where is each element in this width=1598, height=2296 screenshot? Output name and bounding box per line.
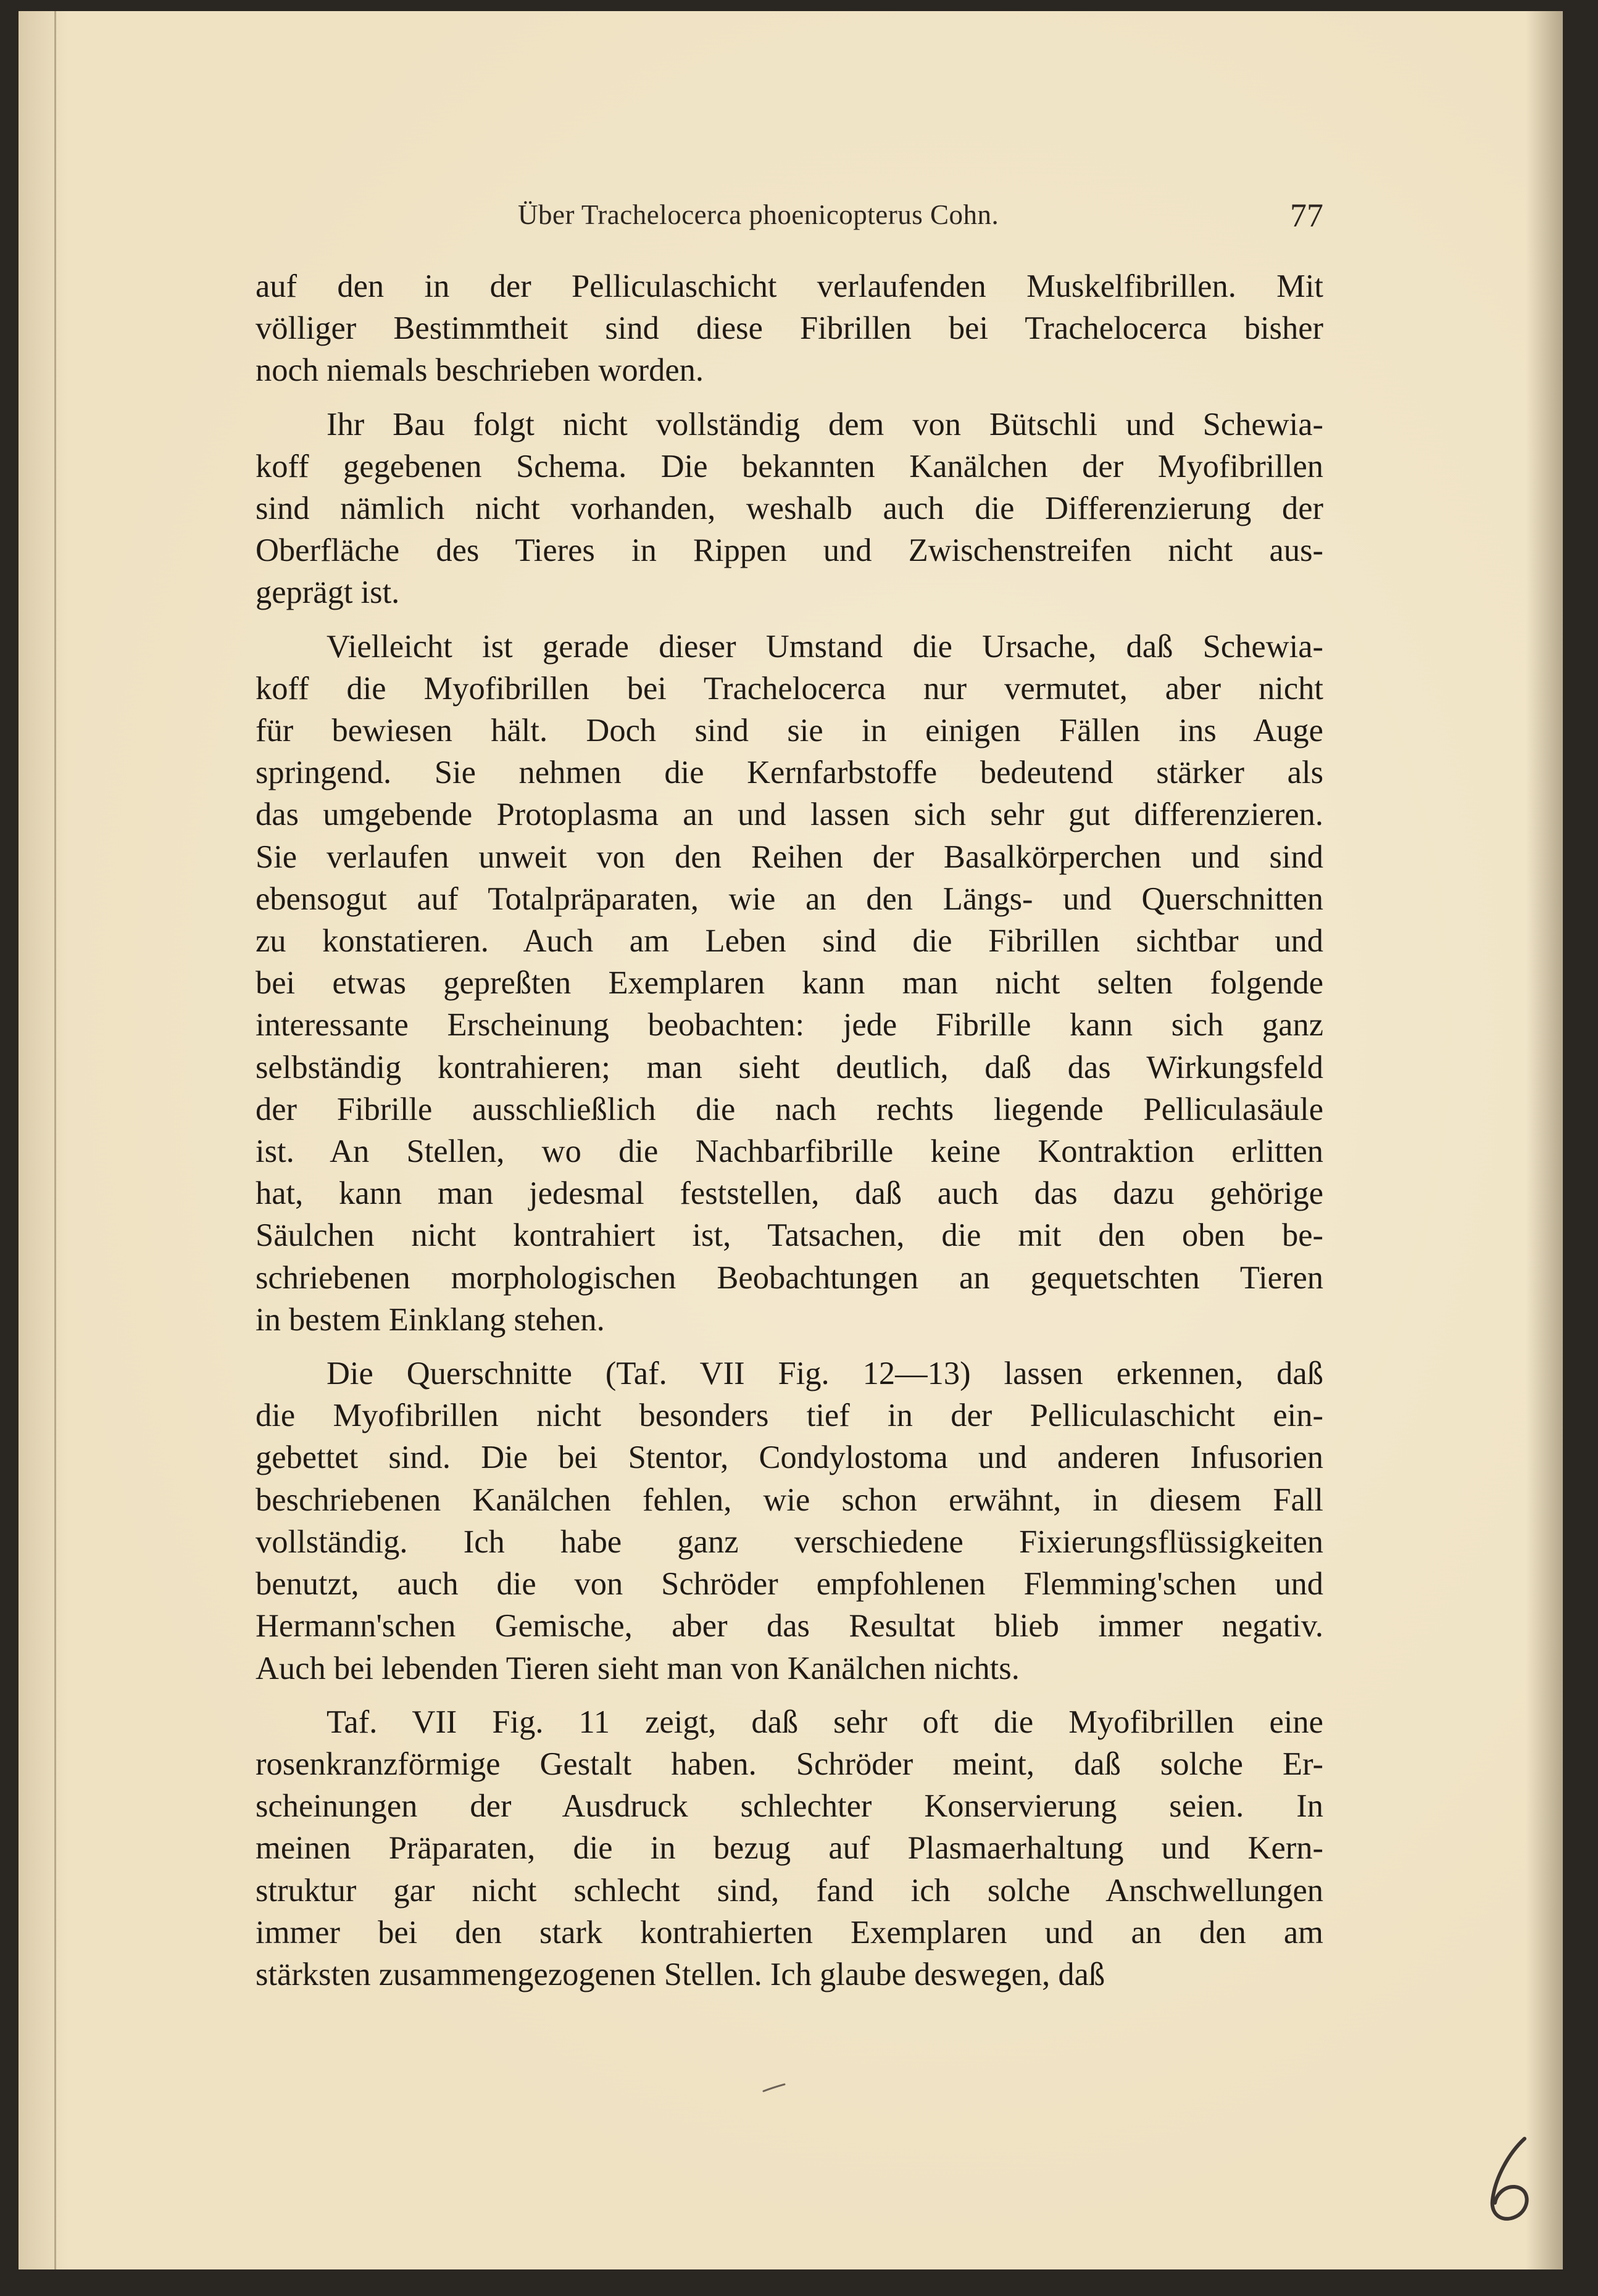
text-line: Sie verlaufen unweit von den Reihen der Basalkörperchen und sind (256, 839, 1323, 875)
text-line: beschriebenen Kanälchen fehlen, wie schon erwähnt, in diesem Fall (256, 1482, 1323, 1518)
text-line: völliger Bestimmtheit sind diese Fibrillen bei Trachelocerca bisher (256, 310, 1323, 347)
text-line: Hermann'schen Gemische, aber das Resultat blieb immer negativ. (256, 1608, 1323, 1644)
text-line: Oberfläche des Tieres in Rippen und Zwischenstreifen nicht aus- (256, 533, 1323, 569)
text-line: ebensogut auf Totalpräparaten, wie an den Längs- und Querschnitten (256, 881, 1323, 917)
text-line: auf den in der Pelliculaschicht verlaufenden Muskelfibrillen. Mit (256, 268, 1323, 304)
paragraph (256, 626, 1323, 1341)
text-line: selbständig kontrahieren; man sieht deutlich, daß das Wirkungsfeld (256, 1049, 1323, 1085)
binding-edge (54, 11, 56, 2269)
text-line: vollständig. Ich habe ganz verschiedene Fixierungsflüssigkeiten (256, 1523, 1323, 1560)
page-number: 77 (1290, 197, 1323, 234)
text-line: bei etwas gepreßten Exemplaren kann man nicht selten folgende (256, 965, 1323, 1001)
text-line: benutzt, auch die von Schröder empfohlenen Flemming'schen und (256, 1566, 1323, 1602)
text-line: scheinungen der Ausdruck schlechter Konservierung seien. In (256, 1788, 1323, 1825)
text-line: Vielleicht ist gerade dieser Umstand die Ursache, daß Schewia- (327, 628, 1323, 665)
text-line: das umgebende Protoplasma an und lassen sich sehr gut differenzieren. (256, 797, 1323, 833)
text-line: der Fibrille ausschließlich die nach rechts liegende Pelliculasäule (256, 1091, 1323, 1127)
text-line: koff gegebenen Schema. Die bekannten Kanälchen der Myofibrillen (256, 448, 1323, 484)
text-line: schriebenen morphologischen Beobachtungen an gequetschten Tieren (256, 1259, 1323, 1296)
text-line: noch niemals beschrieben worden. (256, 352, 704, 389)
text-line: zu konstatieren. Auch am Leben sind die Fibrillen sichtbar und (256, 923, 1323, 959)
book-page (19, 11, 1563, 2269)
text-line: immer bei den stark kontrahierten Exemplaren und an den am (256, 1914, 1323, 1950)
text-line: Die Querschnitte (Taf. VII Fig. 12—13) lassen erkennen, daß (327, 1356, 1323, 1392)
text-line: Auch bei lebenden Tieren sieht man von Kanälchen nichts. (256, 1650, 1020, 1686)
text-line: rosenkranzförmige Gestalt haben. Schröder meint, daß solche Er- (256, 1746, 1323, 1782)
text-line: koff die Myofibrillen bei Trachelocerca nur vermutet, aber nicht (256, 670, 1323, 707)
paragraph-gap (256, 392, 1323, 404)
body-text (256, 265, 1323, 1996)
handwritten-folio-number (1476, 2134, 1544, 2226)
running-title: Über Trachelocerca phoenicopterus Cohn. (518, 199, 999, 230)
paragraph-gap (256, 1689, 1323, 1701)
text-line: springend. Sie nehmen die Kernfarbstoffe bedeutend stärker als (256, 755, 1323, 791)
pencil-tick-mark (762, 2083, 786, 2094)
page-edge-shadow (1526, 11, 1563, 2269)
text-line: sind nämlich nicht vorhanden, weshalb auch die Differenzierung der (256, 491, 1323, 527)
text-line: für bewiesen hält. Doch sind sie in einigen Fällen ins Auge (256, 713, 1323, 749)
text-line: die Myofibrillen nicht besonders tief in der Pelliculaschicht ein- (256, 1398, 1323, 1434)
text-line: in bestem Einklang stehen. (256, 1301, 605, 1338)
paragraph (256, 1353, 1323, 1689)
text-line: struktur gar nicht schlecht sind, fand ich solche Anschwellungen (256, 1872, 1323, 1908)
paragraph-gap (256, 614, 1323, 626)
text-line: ist. An Stellen, wo die Nachbarfibrille keine Kontraktion erlitten (256, 1133, 1323, 1170)
text-line: geprägt ist. (256, 574, 400, 611)
text-line: Taf. VII Fig. 11 zeigt, daß sehr oft die Myofibrillen eine (327, 1704, 1323, 1740)
paragraph-gap (256, 1341, 1323, 1353)
text-line: gebettet sind. Die bei Stentor, Condylostoma und anderen Infusorien (256, 1440, 1323, 1476)
text-line: interessante Erscheinung beobachten: jede Fibrille kann sich ganz (256, 1007, 1323, 1043)
running-head (256, 196, 1323, 239)
text-line: stärksten zusammengezogenen Stellen. Ich glaube deswegen, daß (256, 1956, 1105, 1992)
text-line: Säulchen nicht kontrahiert ist, Tatsachen, die mit den oben be- (256, 1217, 1323, 1254)
text-line: hat, kann man jedesmal feststellen, daß auch das dazu gehörige (256, 1175, 1323, 1212)
paragraph (256, 404, 1323, 614)
paragraph (256, 265, 1323, 392)
text-line: Ihr Bau folgt nicht vollständig dem von Bütschli und Schewia- (327, 406, 1323, 442)
text-line: meinen Präparaten, die in bezug auf Plasmaerhaltung und Kern- (256, 1830, 1323, 1867)
paragraph (256, 1701, 1323, 1996)
